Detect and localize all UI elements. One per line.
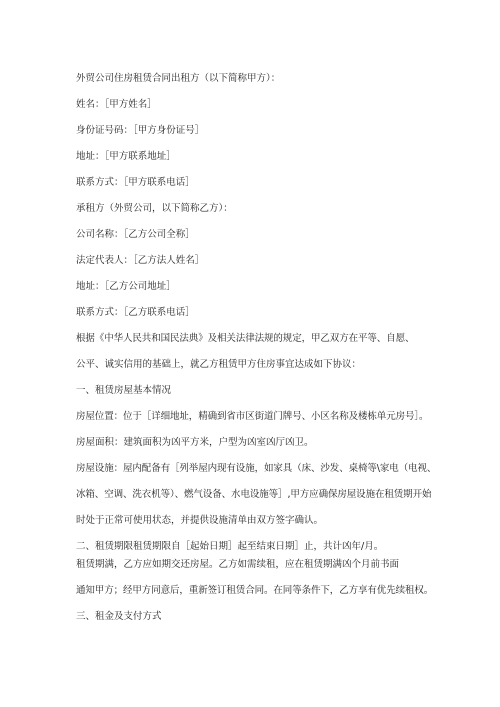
preamble-line-2: 公平、诚实信用的基础上，就乙方租赁甲方住房事宜达成如下协议： [76,359,362,370]
lessee-company-line: 公司名称：［乙方公司全称］ [76,229,195,240]
preamble-line-1: 根据《中华人民共和国民法典》及相关法律法规的规定，甲乙双方在平等、自愿、 [76,333,415,344]
lessor-name-line: 姓名：［甲方姓名］ [76,99,157,110]
lessee-heading-line: 承租方（外贸公司，以下简称乙方）： [76,203,233,214]
section-1-heading: 一、租赁房屋基本情况 [76,385,172,396]
property-facilities-line-1: 房屋设施：屋内配备有［列举屋内现有设施，如家具（床、沙发、桌椅等\家电（电视、 [76,463,437,474]
property-facilities-line-2: 冰箱、空调、洗衣机等）、燃气设备、水电设施等］,甲方应确保房屋设施在租赁期开始 [76,489,432,500]
section-2-heading: 二、租赁期限租赁期限自［起始日期］起至结束日期］止，共计凶年/月。 [76,541,384,552]
lessor-id-line: 身份证号码：［甲方身份证号］ [76,125,205,136]
lessee-address-line: 地址：［乙方公司地址］ [76,281,176,292]
property-facilities-line-3: 时处于正常可使用状态，并提供设施清单由双方签字确认。 [76,515,324,526]
lessee-contact-line: 联系方式：［乙方联系电话］ [76,307,195,318]
lessor-address-line: 地址：［甲方联系地址］ [76,151,176,162]
property-location-line: 房屋位置：位于［详细地址，精确到省市区街道门牌号、小区名称及楼栋单元房号］。 [76,411,429,422]
lease-renewal-line-1: 租赁期满，乙方应如期交还房屋。乙方如需续租，应在租赁期满凶个月前书面 [76,559,400,570]
lessee-legal-rep-line: 法定代表人：［乙方法人姓名］ [76,255,205,266]
property-area-line: 房屋面积：建筑面积为凶平方米，户型为凶室凶厅凶卫。 [76,437,314,448]
section-3-heading: 三、租金及支付方式 [76,611,162,622]
contract-title-line: 外贸公司住房租赁合同出租方（以下简称甲方）： [76,73,281,84]
lease-renewal-line-2: 通知甲方；经甲方同意后，重新签订租赁合同。在同等条件下，乙方享有优先续租权。 [76,585,434,596]
lessor-contact-line: 联系方式：［甲方联系电话］ [76,177,195,188]
